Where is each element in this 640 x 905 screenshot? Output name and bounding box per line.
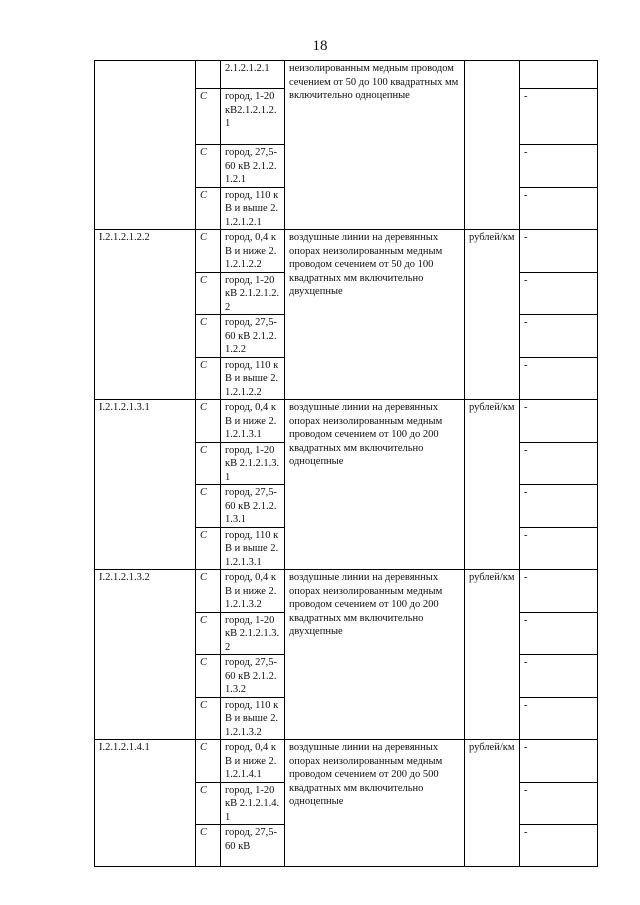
value-cell: -	[520, 570, 598, 613]
table-row	[95, 230, 598, 273]
section-letter: С	[196, 442, 221, 485]
section-letter	[196, 61, 221, 89]
line-description: воздушные линии на деревянных опорах неизолированным медным проводом сечением от 100 до 200 квадратных мм включительно двухцепные	[285, 570, 465, 740]
section-letter: С	[196, 782, 221, 825]
line-description: воздушные линии на деревянных опорах неизолированным медным проводом сечением от 50 до 100 квадратных мм включительно двухцепные	[285, 230, 465, 400]
table-row	[95, 61, 598, 89]
section-letter: С	[196, 187, 221, 230]
value-cell: -	[520, 145, 598, 188]
value-cell: -	[520, 782, 598, 825]
location-voltage-label: город, 110 кВ и выше 2.1.2.1.3.1	[221, 527, 285, 570]
page-number: 18	[312, 38, 328, 54]
code-cell	[95, 61, 196, 230]
value-cell: -	[520, 527, 598, 570]
location-voltage-label: город, 110 кВ и выше 2.1.2.1.2.2	[221, 357, 285, 400]
row-code: I.2.1.2.1.3.2	[95, 570, 196, 740]
section-letter: С	[196, 89, 221, 145]
section-letter: С	[196, 230, 221, 273]
value-cell: -	[520, 825, 598, 867]
location-voltage-label: город, 27,5-60 кВ 2.1.2.1.2.1	[221, 145, 285, 188]
value-cell: -	[520, 272, 598, 315]
value-cell: -	[520, 485, 598, 528]
value-cell: -	[520, 230, 598, 273]
unit-label: рублей/км	[465, 230, 520, 400]
rates-table-body	[95, 61, 598, 867]
line-description: неизолированным медным проводом сечением от 50 до 100 квадратных мм включительно одноцепные	[285, 61, 465, 230]
location-voltage-label: город, 110 кВ и выше 2.1.2.1.2.1	[221, 187, 285, 230]
location-voltage-label: город, 0,4 кВ и ниже 2.1.2.1.2.2	[221, 230, 285, 273]
section-letter: С	[196, 315, 221, 358]
value-cell: -	[520, 740, 598, 783]
location-voltage-label: город, 0,4 кВ и ниже 2.1.2.1.4.1	[221, 740, 285, 783]
row-code: I.2.1.2.1.4.1	[95, 740, 196, 867]
value-cell: -	[520, 612, 598, 655]
value-cell: -	[520, 315, 598, 358]
value-cell	[520, 61, 598, 89]
location-voltage-label: город, 27,5-60 кВ	[221, 825, 285, 867]
section-letter: С	[196, 485, 221, 528]
table-row	[95, 570, 598, 613]
location-voltage-label: город, 1-20 кВ 2.1.2.1.3.2	[221, 612, 285, 655]
value-cell: -	[520, 400, 598, 443]
section-letter: С	[196, 357, 221, 400]
location-voltage-label: город, 27,5-60 кВ 2.1.2.1.3.2	[221, 655, 285, 698]
row-code: I.2.1.2.1.2.2	[95, 230, 196, 400]
location-voltage-label: город, 27,5-60 кВ 2.1.2.1.2.2	[221, 315, 285, 358]
section-letter: С	[196, 612, 221, 655]
unit-label: рублей/км	[465, 570, 520, 740]
location-voltage-label: город, 1-20 кВ 2.1.2.1.3.1	[221, 442, 285, 485]
table-row	[95, 740, 598, 783]
location-voltage-label: город, 1-20 кВ 2.1.2.1.4.1	[221, 782, 285, 825]
section-letter: С	[196, 145, 221, 188]
section-letter: С	[196, 272, 221, 315]
value-cell: -	[520, 442, 598, 485]
section-letter: С	[196, 697, 221, 740]
location-voltage-label: город, 1-20 кВ 2.1.2.1.2.2	[221, 272, 285, 315]
line-description: воздушные линии на деревянных опорах неизолированным медным проводом сечением от 200 до 500 квадратных мм включительно одноцепные	[285, 740, 465, 867]
location-voltage-label: город, 1-20 кВ2.1.2.1.2.1	[221, 89, 285, 145]
location-voltage-label: город, 110 кВ и выше 2.1.2.1.3.2	[221, 697, 285, 740]
location-voltage-label: 2.1.2.1.2.1	[221, 61, 285, 89]
section-letter: С	[196, 825, 221, 867]
value-cell: -	[520, 655, 598, 698]
value-cell: -	[520, 89, 598, 145]
unit-label: рублей/км	[465, 740, 520, 867]
section-letter: С	[196, 740, 221, 783]
row-code: I.2.1.2.1.3.1	[95, 400, 196, 570]
value-cell: -	[520, 187, 598, 230]
location-voltage-label: город, 27,5-60 кВ 2.1.2.1.3.1	[221, 485, 285, 528]
unit-cell	[465, 61, 520, 230]
section-letter: С	[196, 655, 221, 698]
value-cell: -	[520, 697, 598, 740]
unit-label: рублей/км	[465, 400, 520, 570]
table-row	[95, 400, 598, 443]
location-voltage-label: город, 0,4 кВ и ниже 2.1.2.1.3.2	[221, 570, 285, 613]
section-letter: С	[196, 400, 221, 443]
rates-table	[94, 60, 598, 867]
value-cell: -	[520, 357, 598, 400]
location-voltage-label: город, 0,4 кВ и ниже 2.1.2.1.3.1	[221, 400, 285, 443]
line-description: воздушные линии на деревянных опорах неизолированным медным проводом сечением от 100 до 200 квадратных мм включительно одноцепные	[285, 400, 465, 570]
section-letter: С	[196, 570, 221, 613]
section-letter: С	[196, 527, 221, 570]
